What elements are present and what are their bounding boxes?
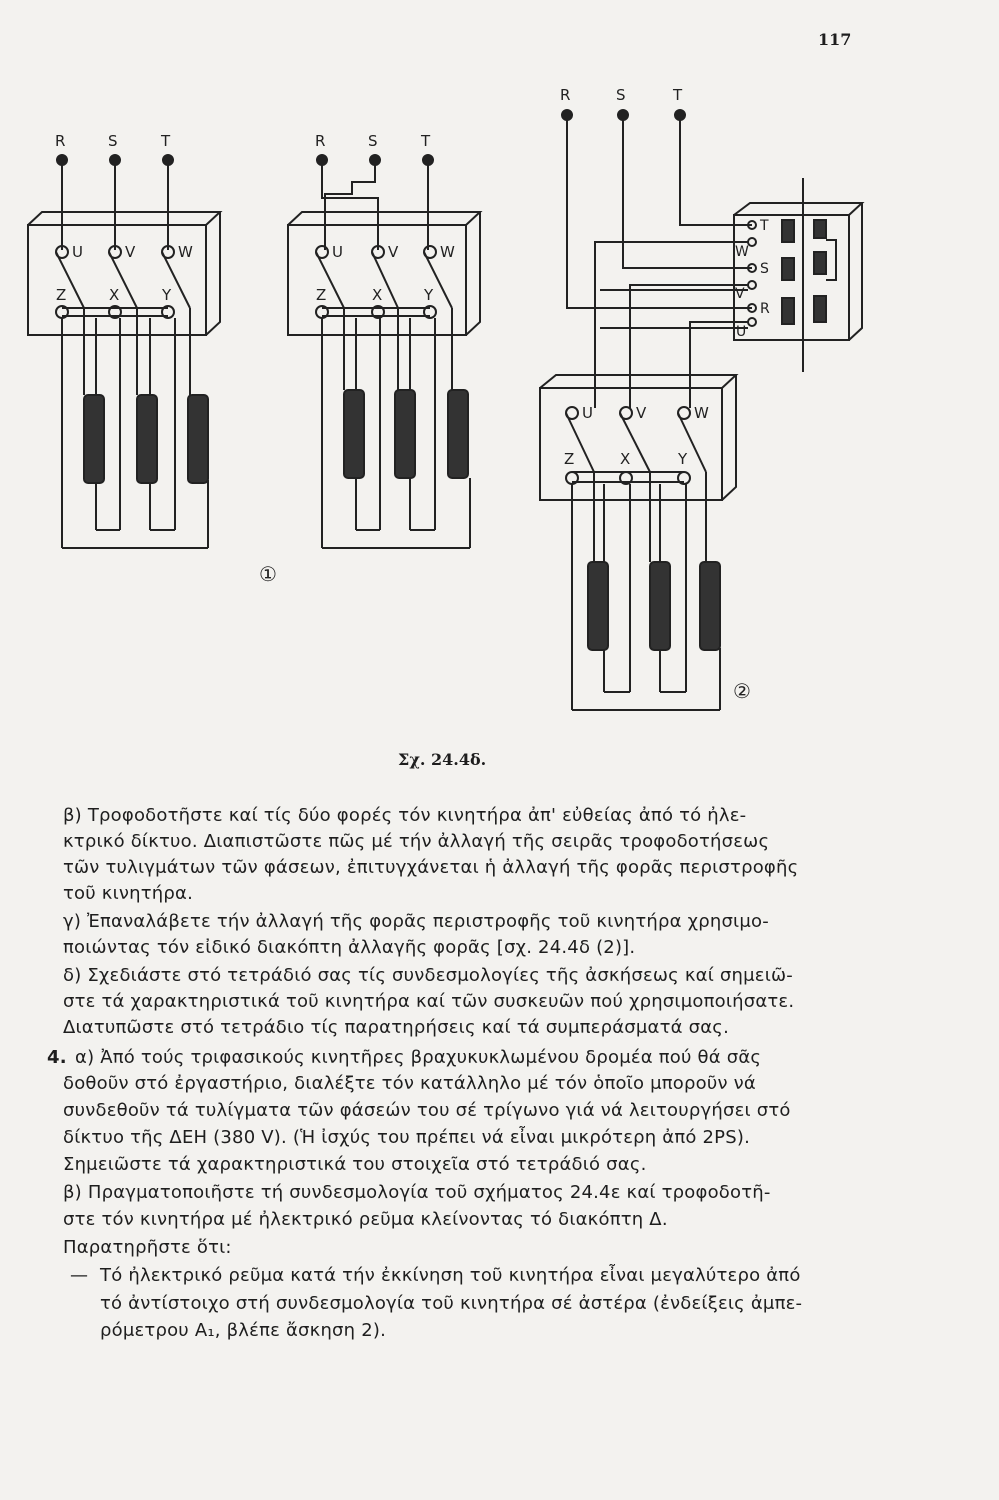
- phase-label-t: T: [421, 132, 431, 150]
- terminal-label-u: U: [332, 243, 343, 261]
- phase-label-t: T: [161, 132, 171, 150]
- text-line: α) Ἀπό τούς τριφασικούς κινητῆρες βραχυκυκλωμένου δρομέα πού θά σᾶς: [75, 1047, 762, 1068]
- terminal-label-v: V: [125, 243, 136, 261]
- terminal-label-y: Y: [424, 286, 434, 304]
- text-line: τοῦ κινητήρα.: [63, 883, 194, 904]
- text-line: Τό ἠλεκτρικό ρεῦμα κατά τήν ἐκκίνηση τοῦ κινητήρα εἶναι μεγαλύτερο ἀπό: [100, 1265, 801, 1286]
- winding: [344, 390, 364, 478]
- text-line: γ) Ἐπαναλάβετε τήν ἀλλαγή τῆς φορᾶς περιστροφῆς τοῦ κινητήρα χρησιμο-: [63, 911, 769, 932]
- diagram-swapped-phases: [288, 155, 480, 548]
- winding: [84, 395, 104, 483]
- terminal-label-y: Y: [678, 450, 688, 468]
- text-line: ρόμετρου A₁, βλέπε ἄσκηση 2).: [100, 1320, 386, 1341]
- text-line: τό ἀντίστοιχο στή συνδεσμολογία τοῦ κινητήρα σέ ἀστέρα (ἐνδείξεις ἀμπε-: [100, 1293, 803, 1314]
- text-line: στε τόν κινητήρα μέ ἠλεκτρικό ρεῦμα κλείνοντας τό διακόπτη Δ.: [63, 1209, 668, 1230]
- phase-label-s: S: [368, 132, 378, 150]
- winding: [188, 395, 208, 483]
- switch-label-r: R: [760, 301, 770, 317]
- figure-caption: Σχ. 24.4δ.: [398, 750, 487, 769]
- phase-label-r: R: [315, 132, 326, 150]
- item-number: 4.: [47, 1047, 67, 1068]
- text-line: ποιώντας τόν εἰδικό διακόπτη ἀλλαγῆς φορᾶς [σχ. 24.4δ (2)].: [63, 937, 636, 958]
- phase-label-r: R: [560, 86, 571, 104]
- terminal-label-v: V: [636, 404, 647, 422]
- phase-label-t: T: [673, 86, 683, 104]
- terminal-label-z: Z: [564, 450, 575, 468]
- terminal-label-y: Y: [162, 286, 172, 304]
- phase-label-s: S: [108, 132, 118, 150]
- winding: [700, 562, 720, 650]
- terminal-label-w: W: [694, 404, 709, 422]
- winding: [650, 562, 670, 650]
- terminal-label-u: U: [582, 404, 593, 422]
- text-line: στε τά χαρακτηριστικά τοῦ κινητήρα καί τῶν συσκευῶν πού χρησιμοποιήσατε.: [63, 991, 795, 1012]
- terminal-label-z: Z: [316, 286, 327, 304]
- text-line: δ) Σχεδιάστε στό τετράδιό σας τίς συνδεσμολογίες τῆς ἀσκήσεως καί σημειῶ-: [63, 965, 793, 986]
- dash-marker: —: [70, 1265, 89, 1286]
- text-line: δίκτυο τῆς ΔΕΗ (380 V). (Ἡ ἰσχύς του πρέπει νά εἶναι μικρότερη ἀπό 2PS).: [63, 1127, 751, 1148]
- terminal-label-v: V: [388, 243, 399, 261]
- winding: [588, 562, 608, 650]
- winding: [137, 395, 157, 483]
- switch-label-v: V: [735, 286, 745, 302]
- terminal-label-w: W: [178, 243, 193, 261]
- item-line: [47, 1045, 762, 1072]
- switch-label-t: T: [760, 218, 769, 234]
- text-line: δοθοῦν στό ἐργαστήριο, διαλέξτε τόν κατάλληλο μέ τόν ὁποῖο μποροῦν νά: [63, 1073, 756, 1094]
- diagram-star-connection: [28, 155, 220, 548]
- phase-label-r: R: [55, 132, 66, 150]
- text-line: κτρικό δίκτυο. Διαπιστῶστε πῶς μέ τήν ἀλλαγή τῆς σειρᾶς τροφοδοτήσεως: [63, 831, 770, 852]
- text-line: συνδεθοῦν τά τυλίγματα τῶν φάσεών του σέ τρίγωνο γιά νά λειτουργήσει στό: [63, 1100, 791, 1121]
- figure-marker-1: ①: [259, 562, 277, 586]
- text-line: Διατυπῶστε στό τετράδιο τίς παρατηρήσεις καί τά συμπεράσματά σας.: [63, 1017, 729, 1038]
- text-line: Παρατηρῆστε ὅτι:: [63, 1237, 232, 1258]
- text-line: τῶν τυλιγμάτων τῶν φάσεων, ἐπιτυγχάνεται ἡ ἀλλαγή τῆς φορᾶς περιστροφῆς: [63, 857, 799, 878]
- terminal-label-u: U: [72, 243, 83, 261]
- item-line: [70, 1263, 801, 1290]
- switch-label-w: W: [735, 244, 749, 260]
- switch-label-s: S: [760, 261, 769, 277]
- terminal-label-x: X: [372, 286, 383, 304]
- terminal-label-z: Z: [56, 286, 67, 304]
- winding: [448, 390, 468, 478]
- terminal-label-x: X: [620, 450, 631, 468]
- text-line: Σημειῶστε τά χαρακτηριστικά του στοιχεῖα στό τετράδιό σας.: [63, 1154, 647, 1175]
- figure-marker-2: ②: [733, 679, 751, 703]
- terminal-label-w: W: [440, 243, 455, 261]
- terminal-label-x: X: [109, 286, 120, 304]
- phase-label-s: S: [616, 86, 626, 104]
- winding: [395, 390, 415, 478]
- switch-label-u: U: [736, 324, 747, 340]
- page-number: 117: [818, 30, 852, 49]
- text-line: β) Τροφοδοτῆστε καί τίς δύο φορές τόν κινητήρα ἀπ' εὐθείας ἀπό τό ἠλε-: [63, 805, 747, 826]
- text-line: β) Πραγματοποιῆστε τή συνδεσμολογία τοῦ σχήματος 24.4ε καί τροφοδοτῆ-: [63, 1182, 771, 1203]
